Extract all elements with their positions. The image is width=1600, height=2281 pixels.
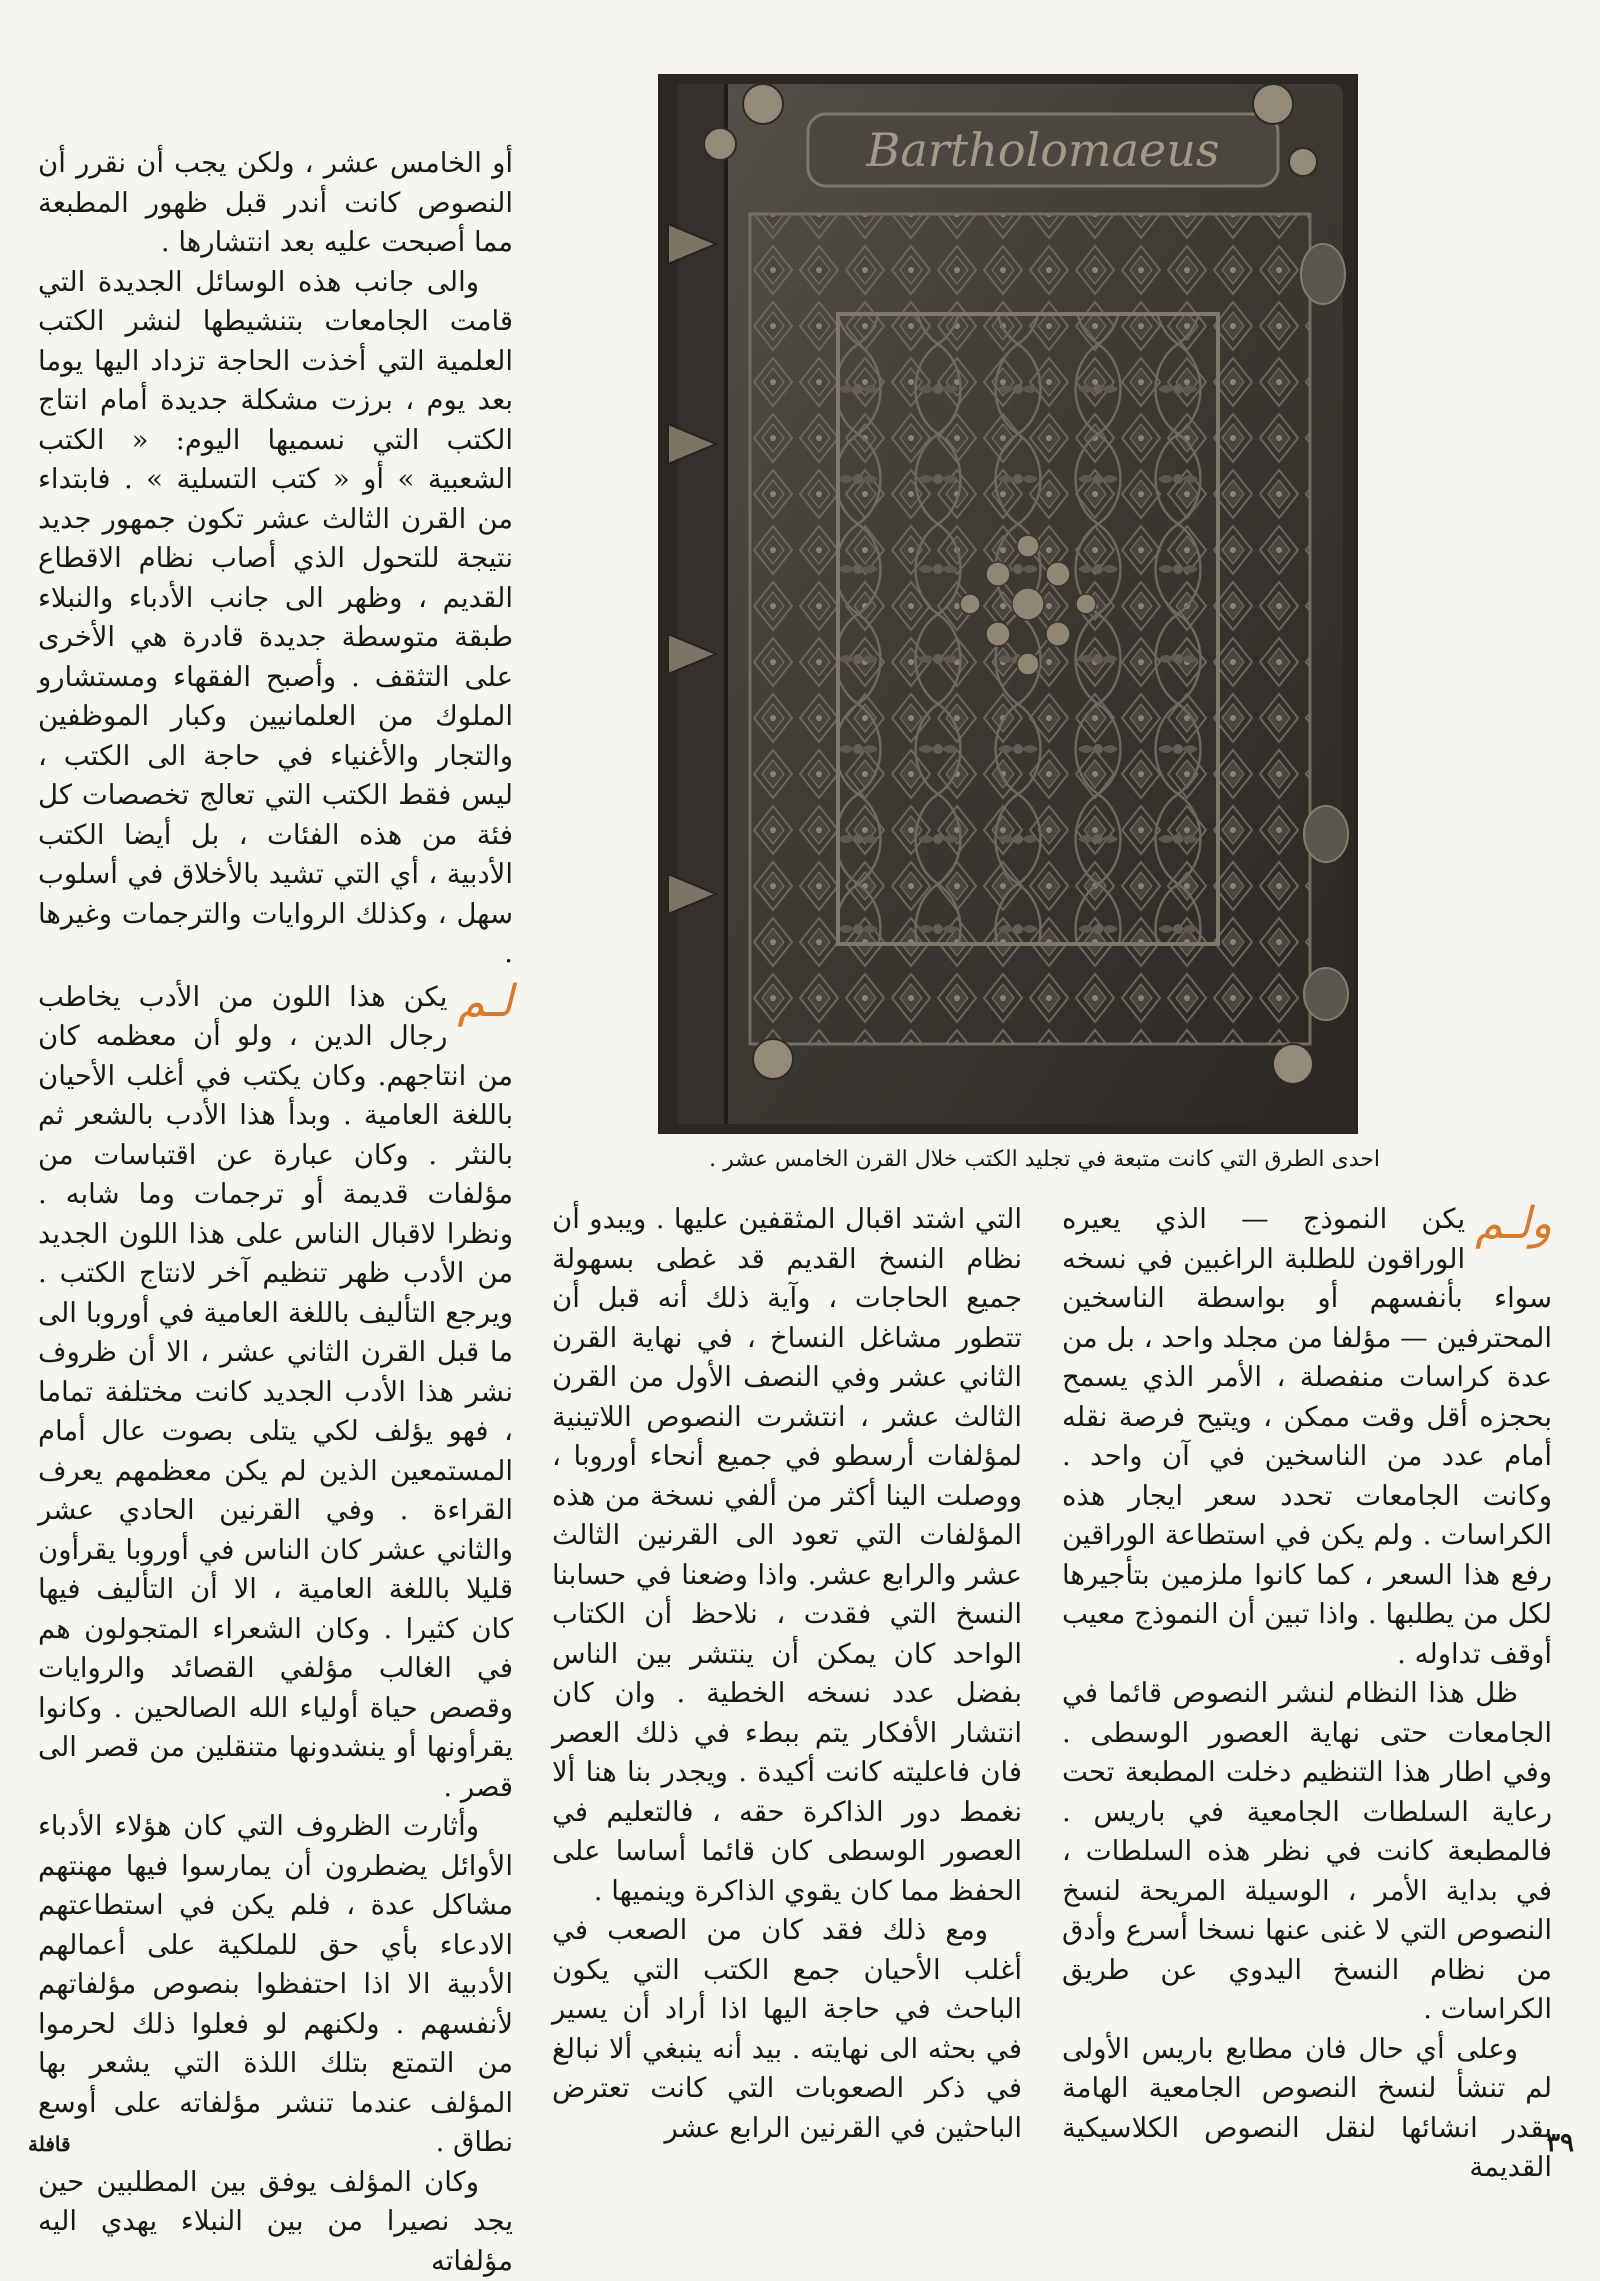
paragraph: وكان المؤلف يوفق بين المطلبين حين يجد نصيرا من بين النبلاء يهدي اليه مؤلفاته bbox=[38, 2163, 513, 2281]
paragraph: وأثارت الظروف التي كان هؤلاء الأدباء الأوائل يضطرون أن يمارسوا فيها مهنتهم مشاكل عدة ، فلم يكن في استطاعتهم الادعاء بأي حق للملكية على أعمالهم الأدبية الا اذا احتفظوا بنصوص مؤلفاتهم لأنفسهم . ولكنهم لو فعلوا ذلك لحرموا من التمتع بتلك اللذة التي يشعر بها المؤلف عندما تنشر مؤلفاته على أوسع نطاق . bbox=[38, 1807, 513, 2163]
paragraph: وعلى أي حال فان مطابع باريس الأولى لم تنشأ لنسخ النصوص الجامعية الهامة بقدر انشائها لنقل النصوص الكلاسيكية القديمة bbox=[1062, 2030, 1552, 2188]
book-binding-illustration bbox=[658, 74, 1358, 1134]
photo-caption: احدى الطرق التي كانت متبعة في تجليد الكتب خلال القرن الخامس عشر . bbox=[680, 1146, 1380, 1174]
paragraph-with-drop bbox=[1062, 1200, 1552, 1674]
paragraph-text: يكن هذا اللون من الأدب يخاطب رجال الدين ، ولو أن معظمه كان من انتاجهم. وكان يكتب في أغلب الأحيان باللغة العامية . وبدأ هذا الأدب بالشعر ثم بالنثر . وكان عبارة عن اقتباسات من مؤلفات قديمة أو ترجمات وما شابه . ونظرا لاقبال الناس على هذا اللون الجديد من الأدب ظهر تنظيم آخر لانتاج الكتب . ويرجع التأليف باللغة العامية في أوروبا الى ما قبل القرن الثاني عشر ، الا أن ظروف نشر هذا الأدب الجديد كانت مختلفة تماما ، فهو يؤلف لكي يتلى بصوت عال أمام المستمعين الذين لم يكن معظمهم يعرف القراءة . وفي القرنين الحادي عشر والثاني عشر كان الناس في أوروبا يقرأون قليلا باللغة العامية ، الا أن التأليف فيها كان كثيرا . وكان الشعراء المتجولون هم في الغالب مؤلفي القصائد والروايات وقصص حياة أولياء الله الصالحين . وكانوا يقرأونها أو ينشدونها متنقلين من قصر الى قصر . bbox=[38, 981, 513, 1803]
paragraph-with-drop bbox=[38, 978, 513, 1808]
book-binding-photo bbox=[658, 74, 1358, 1134]
paragraph: ظل هذا النظام لنشر النصوص قائما في الجامعات حتى نهاية العصور الوسطى . وفي اطار هذا التنظيم دخلت المطبعة تحت رعاية السلطات الجامعية في باريس . فالمطبعة كانت في نظر هذه السلطات ، في بداية الأمر ، الوسيلة المريحة لنسخ النصوص التي لا غنى عنها نسخا أسرع وأدق من نظام النسخ اليدوي عن طريق الكراسات . bbox=[1062, 1674, 1552, 2030]
drop-word: لـم bbox=[457, 978, 513, 1026]
drop-word: ولـم bbox=[1475, 1200, 1552, 1248]
page-number: ٣٩ bbox=[1546, 2128, 1574, 2158]
column-right bbox=[1062, 1200, 1552, 2100]
paragraph: والى جانب هذه الوسائل الجديدة التي قامت الجامعات بتنشيطها لنشر الكتب العلمية التي أخذت الحاجة تزداد اليها يوما بعد يوم ، برزت مشكلة جديدة أمام انتاج الكتب التي نسميها اليوم: « الكتب الشعبية » أو « كتب التسلية » . فابتداء من القرن الثالث عشر تكون جمهور جديد نتيجة للتحول الذي أصاب نظام الاقطاع القديم ، وظهر الى جانب الأدباء والنبلاء طبقة متوسطة جديدة قادرة هي الأخرى على التثقف . وأصبح الفقهاء ومستشارو الملوك من العلمانيين وكبار الموظفين والتجار والأغنياء في حاجة الى الكتب ، ليس فقط الكتب التي تعالج تخصصات كل فئة من هذه الفئات ، بل أيضا الكتب الأدبية ، أي التي تشيد بالأخلاق في أسلوب سهل ، وكذلك الروايات والترجمات وغيرها . bbox=[38, 263, 513, 974]
paragraph-text: يكن النموذج — الذي يعيره الوراقون للطلبة الراغبين في نسخه سواء بأنفسهم أو بواسطة الناسخين المحترفين — مؤلفا من مجلد واحد ، بل من عدة كراسات منفصلة ، الأمر الذي يسمح بحجزه أقل وقت ممكن ، ويتيح فرصة نقله أمام عدد من الناسخين في آن واحد . وكانت الجامعات تحدد سعر ايجار هذه الكراسات . ولم يكن في استطاعة الوراقين رفع هذا السعر ، كما كانوا ملزمين بتأجيرها لكل من يطلبها . واذا تبين أن النموذج معيب أوقف تداوله . bbox=[1062, 1203, 1552, 1670]
spine-title: Bartholomaeus bbox=[866, 123, 1220, 177]
paragraph: أو الخامس عشر ، ولكن يجب أن نقرر أن النصوص كانت أندر قبل ظهور المطبعة مما أصبحت عليه بعد انتشارها . bbox=[38, 144, 513, 263]
magazine-name: قافلة bbox=[28, 2132, 71, 2156]
column-left bbox=[38, 144, 513, 2104]
column-middle bbox=[552, 1200, 1022, 2100]
paragraph: التي اشتد اقبال المثقفين عليها . ويبدو أن نظام النسخ القديم قد غطى بسهولة جميع الحاجات ، وآية ذلك أنه قبل أن تتطور مشاغل النساخ ، في نهاية القرن الثاني عشر وفي النصف الأول من القرن الثالث عشر ، انتشرت النصوص اللاتينية لمؤلفات أرسطو في جميع أنحاء أوروبا ، ووصلت الينا أكثر من ألفي نسخة من هذه المؤلفات التي تعود الى القرنين الثالث عشر والرابع عشر. واذا وضعنا في حسابنا النسخ التي فقدت ، نلاحظ أن الكتاب الواحد كان يمكن أن ينتشر بين الناس بفضل عدد نسخه الخطية . وان كان انتشار الأفكار يتم ببطء في ذلك العصر فان فاعليته كانت أكيدة . ويجدر بنا هنا ألا نغمط دور الذاكرة حقه ، فالتعليم في العصور الوسطى كان قائما أساسا على الحفظ مما كان يقوي الذاكرة وينميها . bbox=[552, 1200, 1022, 1911]
paragraph: ومع ذلك فقد كان من الصعب في أغلب الأحيان جمع الكتب التي يكون الباحث في حاجة اليها اذا أراد أن يسير في بحثه الى نهايته . بيد أنه ينبغي ألا نبالغ في ذكر الصعوبات التي كانت تعترض الباحثين في القرنين الرابع عشر bbox=[552, 1911, 1022, 2148]
